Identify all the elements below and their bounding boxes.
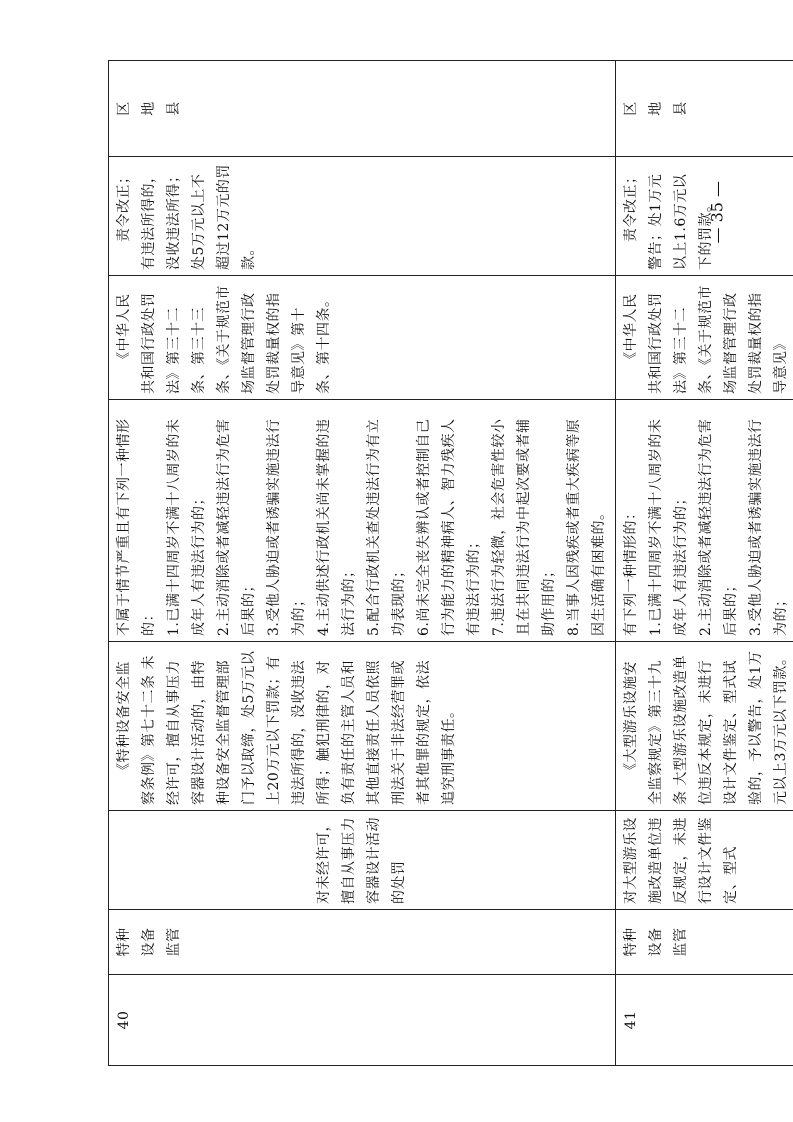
row-index: 41: [616, 975, 793, 1066]
circumstance-line: 5.配合行政机关查处违法行为有立功表现的；: [366, 418, 407, 636]
table-row: [616, 61, 793, 1066]
circumstance-line: 不属于情节严重且有下列一种情形的：: [116, 418, 157, 636]
circumstance-line: 7.违法行为轻微，社会危害性较小且在共同违法行为中起次要或者辅助作用的；: [491, 418, 557, 636]
row-enforcement-level: 区地县: [109, 61, 616, 157]
circumstance-line: 6.尚未完全丧失辨认或者控制自己行为能力的精神病人、智力残疾人有违法行为的；: [416, 418, 482, 636]
row-circumstances: [616, 400, 793, 642]
row-illegal-act: 对大型游乐设施改造单位违反规定，未进行设计文件鉴定、型式: [616, 811, 793, 910]
circumstance-line: 2.主动消除或者减轻违法行为危害后果的；: [216, 418, 257, 636]
row-circumstances: [109, 400, 616, 642]
table-row: [109, 61, 616, 1066]
penalty-discretion-table: [108, 60, 793, 1066]
row-legal-basis: 《大型游乐设施安全监察规定》第三十九条 大型游乐设施改造单位违反本规定，未进行设计文件鉴定、型式试验的，予以警告，处1万元以上3万元以下罚款。: [616, 642, 793, 811]
row-category: 特种设备监管: [616, 910, 793, 975]
row-penalty: 责令改正；警告；处1万元以上1.6万元以下的罚款。: [616, 157, 793, 276]
row-legal-reference: 《中华人民共和国行政处罚法》第三十二条、第三十三条、《关于规范市场监督管理行政处罚裁量权的指导意见》第十条、第十四条。: [109, 276, 616, 400]
row-enforcement-level: 区地县: [616, 61, 793, 157]
row-illegal-act: 对未经许可，擅自从事压力容器设计活动的处罚: [109, 811, 616, 910]
row-penalty: 责令改正；有违法所得的，没收违法所得；处5万元以上不超过12万元的罚款。: [109, 157, 616, 276]
circumstance-line: 1.已满十四周岁不满十八周岁的未成年人有违法行为的；: [166, 418, 207, 636]
row-legal-basis: 《特种设备安全监察条例》第七十二条 未经许可，擅自从事压力容器设计活动的，由特种设备安全监督管理部门予以取缔，处5万元以上20万元以下罚款；有违法所得的，没收违法所得；触犯刑律的，对负有责任的主管人员和其他直接责任人员依照刑法关于非法经营罪或者其他罪的规定，依法追究刑事责任。: [109, 642, 616, 811]
circumstance-line: 有下列一种情形的：: [623, 505, 639, 636]
circumstance-line: 2.主动消除或者减轻违法行为危害后果的；: [698, 418, 739, 636]
row-index: 40: [109, 975, 616, 1066]
circumstance-line: 4.主动供述行政机关尚未掌握的违法行为的；: [316, 418, 357, 636]
page-number: — 35 —: [707, 180, 727, 244]
circumstance-line: 8.当事人因残疾或者重大疾病等原因生活确有困难的。: [566, 418, 607, 636]
circumstance-line: 3.受他人胁迫或者诱骗实施违法行为的；: [748, 418, 789, 636]
row-legal-reference: 《中华人民共和国行政处罚法》第三十二条、《关于规范市场监督管理行政处罚裁量权的指导意见》: [616, 276, 793, 400]
circumstance-line: 3.受他人胁迫或者诱骗实施违法行为的；: [266, 418, 307, 636]
circumstance-line: 1.已满十四周岁不满十八周岁的未成年人有违法行为的；: [648, 418, 689, 636]
row-category: 特种设备监管: [109, 910, 616, 975]
